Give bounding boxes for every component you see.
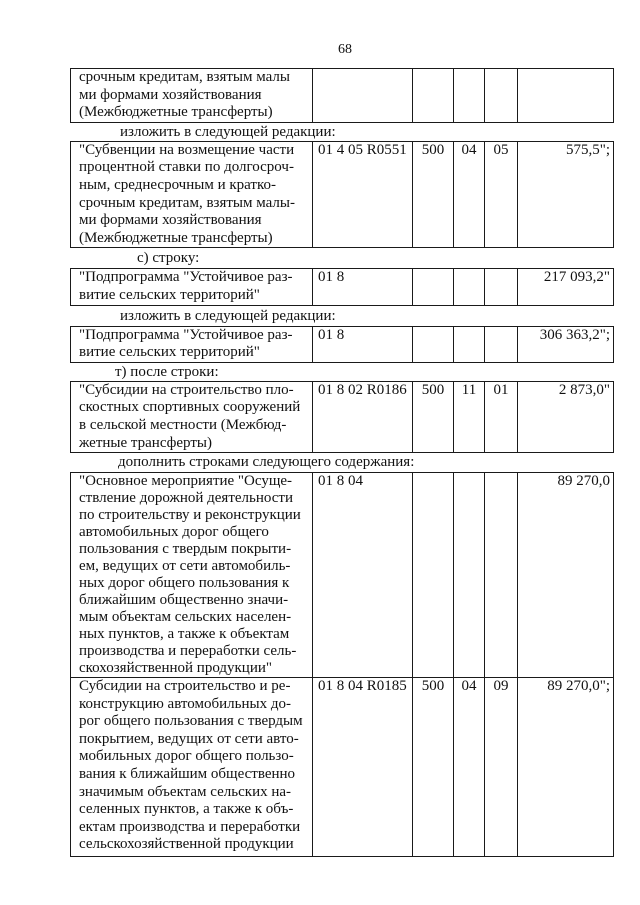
table-row [71, 326, 614, 362]
code-cell: 01 8 [313, 326, 413, 362]
code-cell: 01 8 04 R0185 [313, 678, 413, 857]
budget-table-6 [70, 472, 614, 857]
pr-cell [485, 269, 518, 305]
rz-cell [454, 326, 485, 362]
sum-cell: 575,5"; [518, 141, 614, 248]
sum-cell: 89 270,0"; [518, 678, 614, 857]
pr-cell: 09 [485, 678, 518, 857]
budget-table-5 [70, 381, 614, 453]
name-cell: Субсидии на строительство и ре- конструкцию автомобильных до- рог общего пользования с твердым покрытием, ведущих от сети авто- мобильных дорог общего пользо- вания к ближайшим общественно значимым объектам сельских на- селенных пунктов, а также к объ- ектам производства и переработки сельскохозяйственной продукции [71, 678, 313, 857]
vr-cell: 500 [413, 678, 454, 857]
budget-table-2 [70, 141, 614, 249]
code-cell: 01 8 [313, 269, 413, 305]
pr-cell [485, 473, 518, 678]
pr-cell [485, 69, 518, 123]
vr-cell [413, 326, 454, 362]
code-cell [313, 69, 413, 123]
rz-cell [454, 69, 485, 123]
vr-cell [413, 473, 454, 678]
name-cell: срочным кредитам, взятым малы ми формами хозяйствования (Межбюджетные трансферты) [71, 69, 313, 123]
sum-cell: 306 363,2"; [518, 326, 614, 362]
vr-cell: 500 [413, 141, 454, 248]
instruction-text: с) строку: [137, 250, 200, 267]
page-number: 68 [338, 42, 352, 57]
code-cell: 01 4 05 R0551 [313, 141, 413, 248]
table-row [71, 269, 614, 305]
table-row [71, 69, 614, 123]
rz-cell: 04 [454, 141, 485, 248]
rz-cell [454, 473, 485, 678]
sum-cell: 89 270,0 [518, 473, 614, 678]
name-cell: "Подпрограмма "Устойчивое раз- витие сельских территорий" [71, 269, 313, 305]
name-cell: "Субвенции на возмещение части процентной ставки по долгосроч- ным, среднесрочным и кратко- срочным кредитам, взятым малы- ми формами хозяйствования (Межбюджетные трансферты) [71, 141, 313, 248]
table-row [71, 141, 614, 248]
sum-cell: 217 093,2" [518, 269, 614, 305]
sum-cell [518, 69, 614, 123]
pr-cell: 05 [485, 141, 518, 248]
rz-cell: 11 [454, 381, 485, 452]
name-cell: "Основное мероприятие "Осуще- ствление дорожной деятельности по строительству и реконструкции автомобильных дорог общего пользования с твердым покрыти- ем, ведущих от сети автомобиль- ных дорог общего пользования к ближайшим общественно значи- мым объектам сельских населен- ных пунктов, а также к объектам производства и переработки сель- скохозяйственной продукции" [71, 473, 313, 678]
table-row [71, 381, 614, 452]
document-body [70, 68, 613, 857]
pr-cell: 01 [485, 381, 518, 452]
table-row [71, 678, 614, 857]
rz-cell: 04 [454, 678, 485, 857]
pr-cell [485, 326, 518, 362]
name-cell: "Подпрограмма "Устойчивое раз- витие сельских территорий" [71, 326, 313, 362]
budget-table-1 [70, 68, 614, 123]
vr-cell [413, 69, 454, 123]
name-cell: "Субсидии на строительство пло- скостных спортивных сооружений в сельской местности (Межбюд- жетные трансферты) [71, 381, 313, 452]
sum-cell: 2 873,0" [518, 381, 614, 452]
vr-cell: 500 [413, 381, 454, 452]
table-row [71, 473, 614, 678]
budget-table-4 [70, 326, 614, 363]
code-cell: 01 8 02 R0186 [313, 381, 413, 452]
code-cell: 01 8 04 [313, 473, 413, 678]
vr-cell [413, 269, 454, 305]
instruction-text: изложить в следующей редакции: [120, 307, 336, 324]
rz-cell [454, 269, 485, 305]
instruction-text: дополнить строками следующего содержания: [118, 454, 415, 471]
instruction-text: т) после строки: [115, 363, 219, 380]
budget-table-3 [70, 268, 614, 305]
instruction-text: изложить в следующей редакции: [120, 123, 336, 140]
